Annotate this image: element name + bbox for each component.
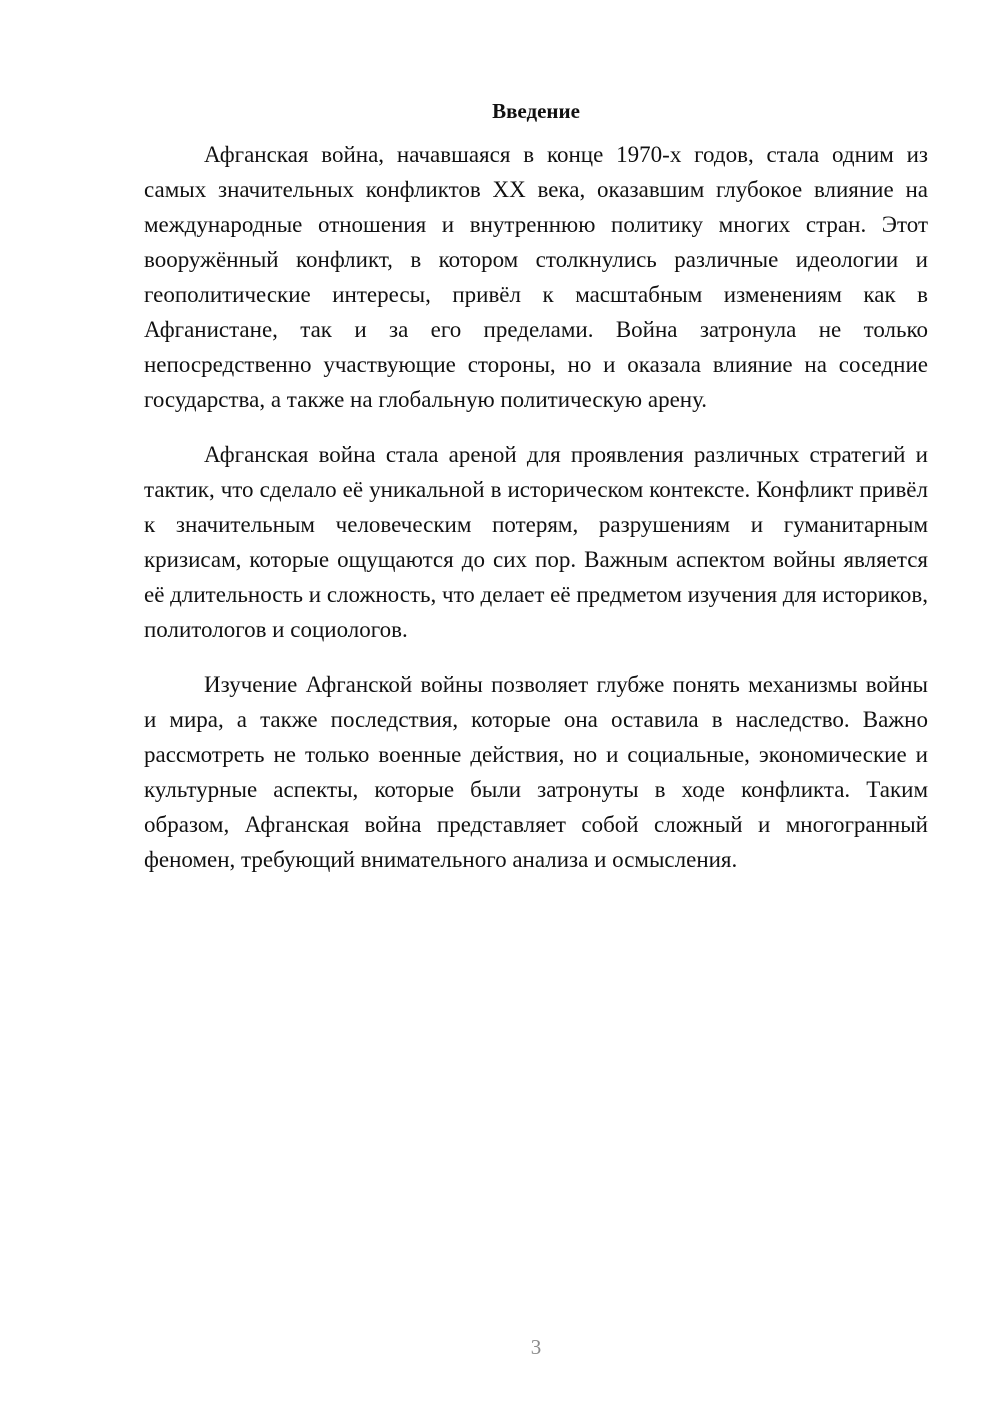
section-title: Введение: [492, 99, 580, 123]
paragraph-3: Изучение Афганской войны позволяет глубже понять механизмы войны и мира, а также последствия, которые она оставила в наследство. Важно рассмотреть не только военные действия, но и социальные, экономические и культурные аспекты, которые были затронуты в ходе конфликта. Таким образом, Афганская война представляет собой сложный и многогранный феномен, требующий внимательного анализа и осмысления.: [144, 672, 928, 872]
paragraph-2: Афганская война стала ареной для проявления различных стратегий и тактик, что сделало её уникальной в историческом контексте. Конфликт привёл к значительным человеческим потерям, разрушениям и гуманитарным кризисам, которые ощущаются до сих пор. Важным аспектом войны является её длительность и сложность, что делает её предметом изучения для историков, политологов и социологов.: [144, 442, 928, 642]
page-content: [144, 96, 928, 897]
paragraph-1: Афганская война, начавшаяся в конце 1970-х годов, стала одним из самых значительных конфликтов XX века, оказавшим глубокое влияние на международные отношения и внутреннюю политику многих стран. Этот вооружённый конфликт, в котором столкнулись различные идеологии и геополитические интересы, привёл к масштабным изменениям как в Афганистане, так и за его пределами. Война затронула не только непосредственно участвующие стороны, но и оказала влияние на соседние государства, а также на глобальную политическую арену.: [144, 142, 928, 412]
page-number: 3: [530, 1335, 542, 1359]
